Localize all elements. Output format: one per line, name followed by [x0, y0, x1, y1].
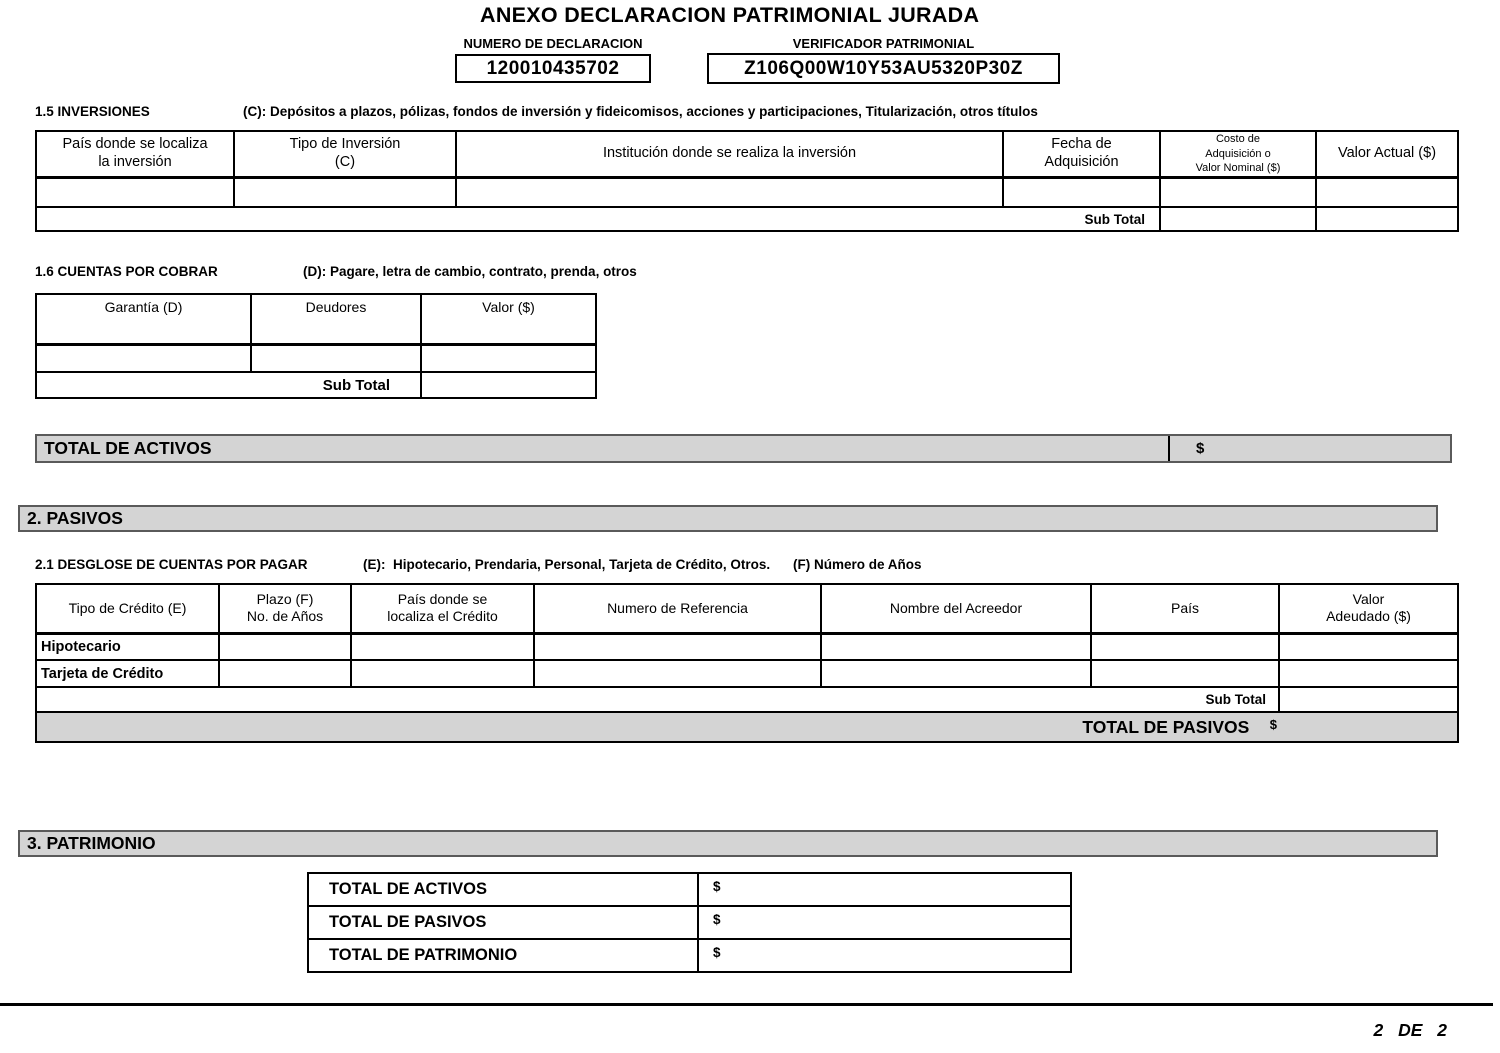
col-header-valor: Valor ($): [421, 294, 596, 344]
col-header-costo-adquisicion: Costo de Adquisición o Valor Nominal ($): [1160, 131, 1316, 177]
section-1-5-note: (C): Depósitos a plazos, pólizas, fondos de inversión y fideicomisos, acciones y participaciones, Titularización, otros títulos: [243, 104, 1038, 119]
declaration-number-value: 120010435702: [455, 54, 651, 83]
cobrar-subtotal-valor-cell: [421, 372, 596, 398]
col-header-tipo-credito: Tipo de Crédito (E): [36, 584, 219, 633]
inversiones-empty-cell: [1316, 177, 1458, 207]
verifier-label: VERIFICADOR PATRIMONIAL: [792, 36, 975, 51]
col-header-nombre-acreedor: Nombre del Acreedor: [821, 584, 1091, 633]
cobrar-empty-cell: [421, 344, 596, 372]
col-header-numero-referencia: Numero de Referencia: [534, 584, 821, 633]
pagar-empty-cell: [219, 633, 351, 660]
col-header-pais-inversion: País donde se localiza la inversión: [36, 131, 234, 177]
pagar-empty-cell: [351, 633, 534, 660]
pagar-empty-cell: [1091, 660, 1279, 687]
inversiones-empty-cell: [1160, 177, 1316, 207]
pagar-empty-cell: [534, 633, 821, 660]
pagar-empty-cell: [351, 660, 534, 687]
section-1-5-label: 1.5 INVERSIONES: [35, 104, 150, 119]
pagar-empty-cell: [534, 660, 821, 687]
total-activos-value-cell: [1170, 436, 1450, 461]
patrimonio-summary-table: [307, 872, 1072, 973]
total-pasivos-label: TOTAL DE PASIVOS: [1082, 716, 1250, 737]
pagar-empty-cell: [219, 660, 351, 687]
inversiones-subtotal-label: Sub Total: [36, 207, 1160, 231]
col-header-fecha-adquisicion: Fecha de Adquisición: [1003, 131, 1160, 177]
col-header-pais: País: [1091, 584, 1279, 633]
pagar-empty-cell: [821, 660, 1091, 687]
inversiones-subtotal-costo-cell: [1160, 207, 1316, 231]
section-2-1-note-e: (E): Hipotecario, Prendaria, Personal, Tarjeta de Crédito, Otros.: [363, 557, 771, 572]
cobrar-subtotal-label: Sub Total: [36, 372, 421, 398]
page-title: ANEXO DECLARACION PATRIMONIAL JURADA: [480, 3, 980, 27]
patrimonio-section-bar: [18, 830, 1438, 857]
total-pasivos-currency: $: [1269, 716, 1277, 732]
inversiones-empty-cell: [456, 177, 1003, 207]
col-header-garantia: Garantía (D): [36, 294, 251, 344]
pagar-empty-cell: [1279, 633, 1458, 660]
col-header-valor-actual: Valor Actual ($): [1316, 131, 1458, 177]
patrimonio-row-patrimonio-value: $: [698, 939, 1071, 972]
pagar-empty-cell: [821, 633, 1091, 660]
patrimonio-row-activos-value: $: [698, 873, 1071, 906]
col-header-tipo-inversion: Tipo de Inversión (C): [234, 131, 456, 177]
section-2-1-note-f: (F) Número de Años: [793, 557, 922, 572]
pagar-subtotal-label: Sub Total: [36, 687, 1279, 712]
col-header-pais-credito: País donde se localiza el Crédito: [351, 584, 534, 633]
pagar-empty-cell: [1279, 660, 1458, 687]
col-header-plazo: Plazo (F) No. de Años: [219, 584, 351, 633]
patrimonio-row-patrimonio-label: TOTAL DE PATRIMONIO: [308, 939, 698, 972]
section-1-6-note: (D): Pagare, letra de cambio, contrato, prenda, otros: [303, 264, 637, 279]
cobrar-empty-cell: [36, 344, 251, 372]
cobrar-empty-cell: [251, 344, 421, 372]
row-label-tarjeta-credito: Tarjeta de Crédito: [36, 660, 219, 687]
inversiones-empty-cell: [234, 177, 456, 207]
cuentas-por-cobrar-table: [35, 293, 597, 399]
col-header-institucion: Institución donde se realiza la inversión: [456, 131, 1003, 177]
patrimonio-row-pasivos-value: $: [698, 906, 1071, 939]
pagar-subtotal-valor-cell: [1279, 687, 1458, 712]
total-pasivos-bar: [36, 712, 1458, 742]
page-number: 2 DE 2: [1373, 1020, 1447, 1040]
row-label-hipotecario: Hipotecario: [36, 633, 219, 660]
col-header-deudores: Deudores: [251, 294, 421, 344]
total-activos-bar: [35, 434, 1452, 463]
section-2-1-label: 2.1 DESGLOSE DE CUENTAS POR PAGAR: [35, 557, 308, 572]
patrimonio-row-activos-label: TOTAL DE ACTIVOS: [308, 873, 698, 906]
footer-divider: [0, 1003, 1493, 1006]
patrimonio-row-pasivos-label: TOTAL DE PASIVOS: [308, 906, 698, 939]
pagar-empty-cell: [1091, 633, 1279, 660]
section-1-6-label: 1.6 CUENTAS POR COBRAR: [35, 264, 218, 279]
pasivos-section-title: 2. PASIVOS: [27, 508, 123, 528]
cuentas-por-pagar-table: [35, 583, 1459, 743]
inversiones-empty-cell: [1003, 177, 1160, 207]
pasivos-section-bar: [18, 505, 1438, 532]
inversiones-table: [35, 130, 1459, 232]
total-activos-label: TOTAL DE ACTIVOS: [44, 438, 212, 458]
col-header-valor-adeudado: Valor Adeudado ($): [1279, 584, 1458, 633]
patrimonio-section-title: 3. PATRIMONIO: [27, 833, 156, 853]
inversiones-subtotal-valor-cell: [1316, 207, 1458, 231]
inversiones-empty-cell: [36, 177, 234, 207]
total-activos-currency: $: [1196, 440, 1205, 457]
total-activos-label-cell: [37, 436, 1170, 461]
declaration-number-label: NUMERO DE DECLARACION: [463, 36, 643, 51]
verifier-value: Z106Q00W10Y53AU5320P30Z: [707, 53, 1060, 84]
